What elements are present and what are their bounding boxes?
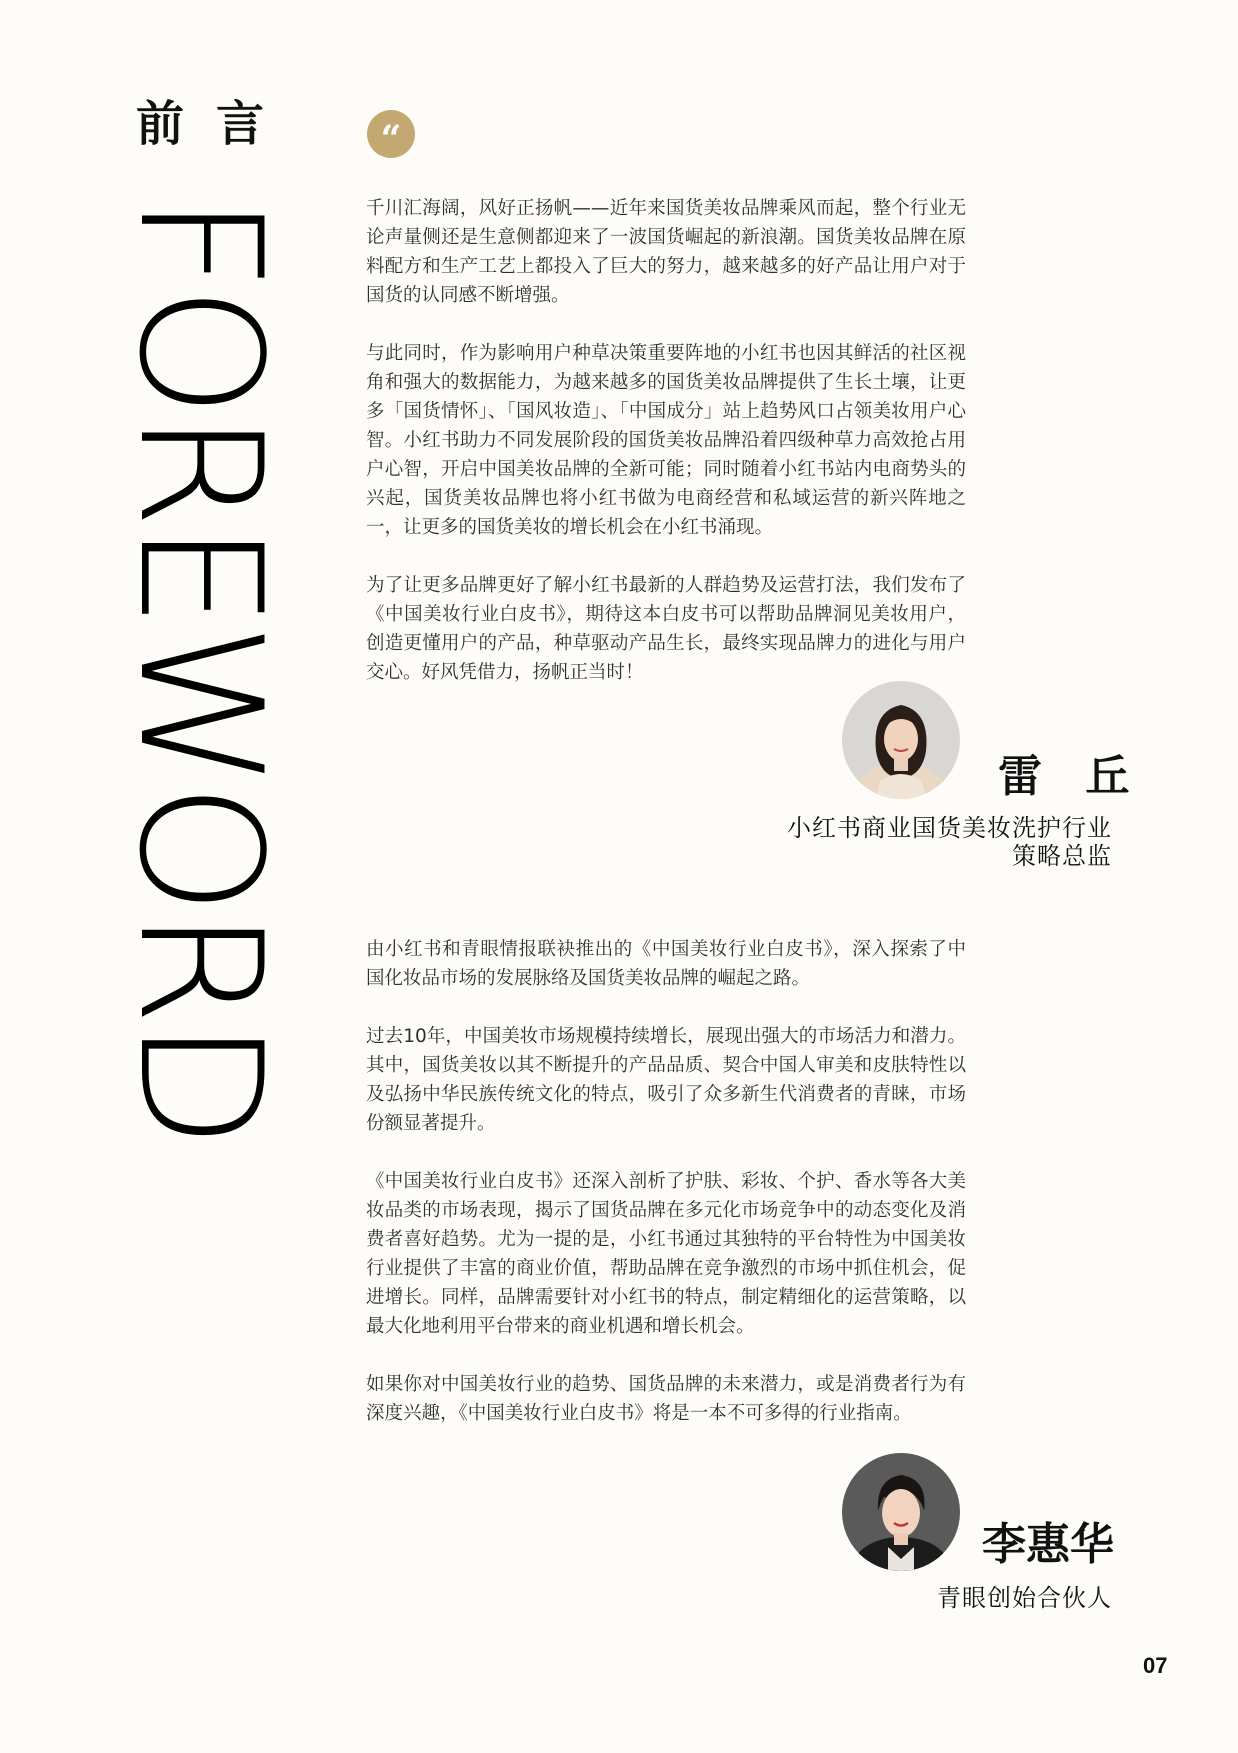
section2-paragraph-3: 《中国美妆行业白皮书》还深入剖析了护肤、彩妆、个护、香水等各大美妆品类的市场表现，揭示了国货品牌在多元化市场竞争中的动态变化及消费者喜好趋势。尤为一提的是，小红书通过其独特的平台特性为中国美妆行业提供了丰富的商业价值，帮助品牌在竞争激烈的市场中抓住机会，促进增长。同样，品牌需要针对小红书的特点，制定精细化的运营策略，以最大化地利用平台带来的商业机遇和增长机会。	[366, 1171, 966, 1337]
author-name-lei-qiu: 雷 丘	[998, 751, 1144, 802]
portrait-photo-icon	[842, 681, 960, 799]
section2-paragraph-1: 由小红书和青眼情报联袂推出的《中国美妆行业白皮书》，深入探索了中国化妆品市场的发展脉络及国货美妆品牌的崛起之路。	[366, 939, 966, 989]
quote-mark-icon: “	[367, 110, 415, 158]
author-name-li-huihua: 李惠华	[982, 1519, 1114, 1570]
section1-paragraph-1: 千川汇海阔，风好正扬帆——近年来国货美妆品牌乘风而起，整个行业无论声量侧还是生意侧都迎来了一波国货崛起的新浪潮。国货美妆品牌在原料配方和生产工艺上都投入了巨大的努力，越来越多的好产品让用户对于国货的认同感不断增强。	[366, 198, 966, 306]
section2-paragraph-2: 过去10年，中国美妆市场规模持续增长，展现出强大的市场活力和潜力。其中，国货美妆以其不断提升的产品品质、契合中国人审美和皮肤特性以及弘扬中华民族传统文化的特点，吸引了众多新生代消费者的青睐，市场份额显著提升。	[366, 1026, 966, 1134]
portrait-photo-icon	[842, 1453, 960, 1571]
foreword-vertical-title-wrap	[102, 195, 298, 1144]
author-avatar-li-huihua	[842, 1453, 960, 1571]
author-title-line-1: 小红书商业国货美妆洗护行业	[787, 814, 1112, 842]
page-heading-cn: 前言	[136, 96, 297, 152]
section2-paragraph-4: 如果你对中国美妆行业的趋势、国货品牌的未来潜力，或是消费者行为有深度兴趣，《中国美妆行业白皮书》将是一本不可多得的行业指南。	[366, 1374, 966, 1424]
section1-paragraph-2: 与此同时，作为影响用户种草决策重要阵地的小红书也因其鲜活的社区视角和强大的数据能力，为越来越多的国货美妆品牌提供了生长土壤，让更多「国货情怀」、「国风妆造」、「中国成分」站上趋势风口占领美妆用户心智。小红书助力不同发展阶段的国货美妆品牌沿着四级种草力高效抢占用户心智，开启中国美妆品牌的全新可能；同时随着小红书站内电商势头的兴起，国货美妆品牌也将小红书做为电商经营和私域运营的新兴阵地之一，让更多的国货美妆的增长机会在小红书涌现。	[366, 343, 966, 538]
author-avatar-lei-qiu	[842, 681, 960, 799]
section1-paragraph-3: 为了让更多品牌更好了解小红书最新的人群趋势及运营打法，我们发布了《中国美妆行业白皮书》，期待这本白皮书可以帮助品牌洞见美妆用户，创造更懂用户的产品，种草驱动产品生长，最终实现品牌力的进化与用户交心。好风凭借力，扬帆正当时！	[366, 575, 966, 683]
foreword-vertical-title: FOREWORD	[102, 195, 298, 1144]
author-title-lei-qiu	[787, 814, 1112, 870]
author-title-line-2: 策略总监	[1012, 842, 1112, 870]
author-title-li-huihua: 青眼创始合伙人	[937, 1584, 1112, 1612]
page-number: 07	[1143, 1653, 1168, 1678]
